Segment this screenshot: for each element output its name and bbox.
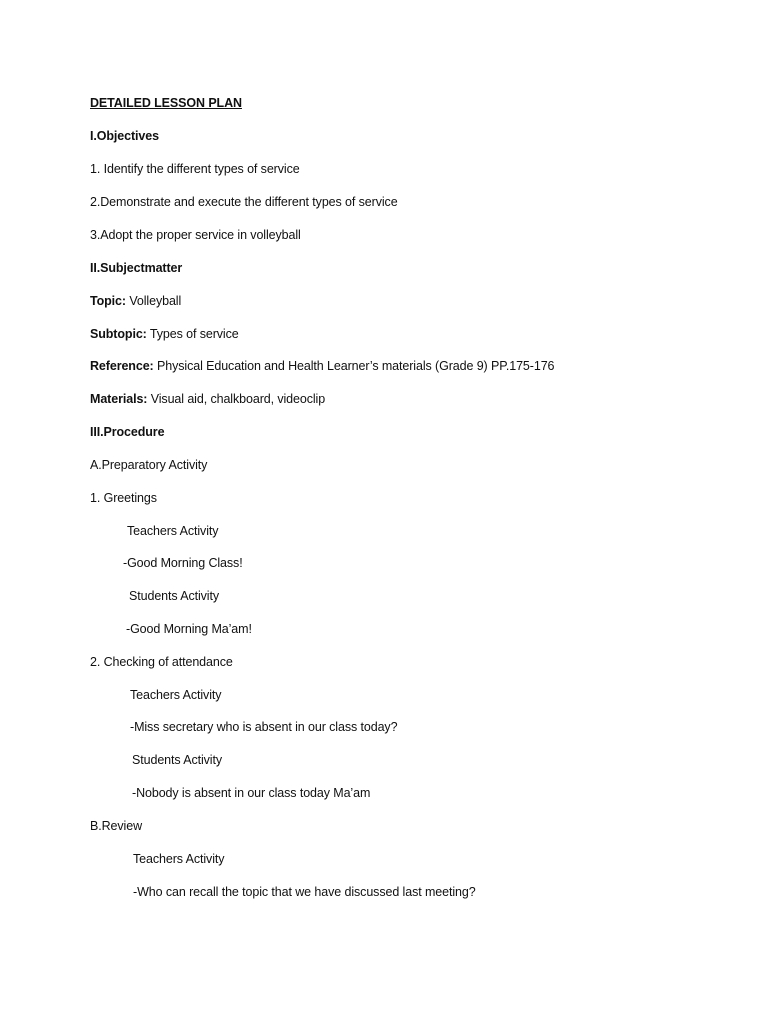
attendance-heading: 2. Checking of attendance (90, 655, 233, 669)
topic-line (90, 293, 181, 309)
teachers-activity-text: -Good Morning Class! (123, 556, 243, 570)
objectives-heading: I.Objectives (90, 129, 159, 143)
reference-label: Reference: (90, 359, 154, 373)
reference-value: Physical Education and Health Learner’s materials (Grade 9) PP.175-176 (153, 359, 555, 373)
reference-line (90, 358, 554, 374)
subject-matter-heading: II.Subjectmatter (90, 261, 183, 275)
document-title: DETAILED LESSON PLAN (90, 96, 242, 110)
procedure-heading: III.Procedure (90, 425, 165, 439)
teachers-activity-label: Teachers Activity (127, 524, 219, 538)
teachers-activity-label: Teachers Activity (130, 688, 222, 702)
students-activity-text: -Nobody is absent in our class today Ma’am (132, 786, 371, 800)
preparatory-activity-heading: A.Preparatory Activity (90, 458, 208, 472)
students-activity-label: Students Activity (132, 753, 223, 767)
teachers-activity-label: Teachers Activity (133, 852, 225, 866)
teachers-activity-text: -Who can recall the topic that we have discussed last meeting? (133, 885, 476, 899)
objective-item: 1. Identify the different types of service (90, 162, 300, 176)
students-activity-text: -Good Morning Ma’am! (126, 622, 252, 636)
subtopic-value: Types of service (146, 327, 239, 341)
objective-item: 2.Demonstrate and execute the different types of service (90, 195, 398, 209)
topic-value: Volleyball (125, 294, 182, 308)
objective-item: 3.Adopt the proper service in volleyball (90, 228, 301, 242)
materials-value: Visual aid, chalkboard, videoclip (147, 392, 326, 406)
teachers-activity-text: -Miss secretary who is absent in our class today? (130, 720, 398, 734)
materials-label: Materials: (90, 392, 148, 406)
subtopic-label: Subtopic: (90, 327, 147, 341)
students-activity-label: Students Activity (129, 589, 220, 603)
greetings-heading: 1. Greetings (90, 491, 157, 505)
topic-label: Topic: (90, 294, 126, 308)
review-heading: B.Review (90, 819, 142, 833)
materials-line (90, 391, 325, 407)
subtopic-line (90, 326, 239, 342)
